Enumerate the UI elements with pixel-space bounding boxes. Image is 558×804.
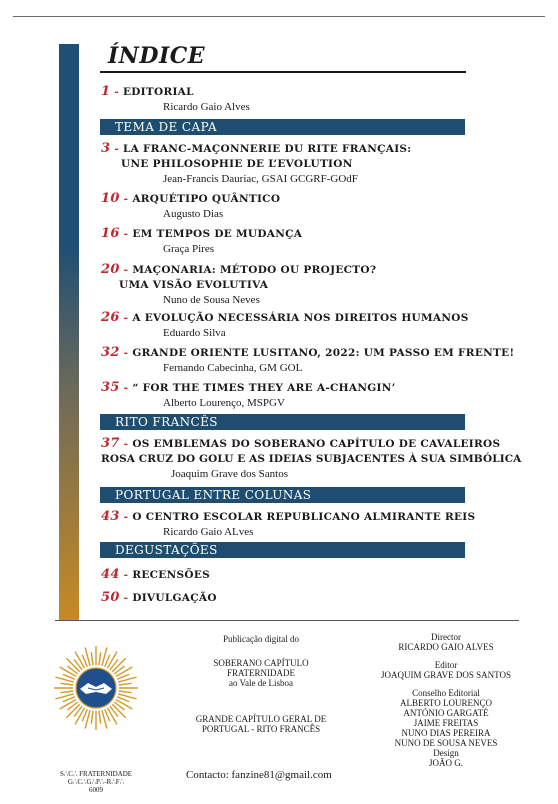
entry-title: EM TEMPOS DE MUDANÇA bbox=[132, 228, 303, 240]
sunburst-ray bbox=[60, 691, 73, 693]
section-label: RITO FRANCÊS bbox=[115, 415, 218, 429]
page-number: 10 bbox=[101, 191, 120, 206]
entry-title: ARQUÉTIPO QUÂNTICO bbox=[132, 193, 281, 205]
logo-caption: S∴C∴ FRATERNIDADE G∴C∴G∴P∴-R∴F∴ 6009 bbox=[59, 770, 133, 794]
sunburst-ray bbox=[60, 667, 76, 677]
sunburst-ray bbox=[60, 683, 73, 685]
toc-entry-page-43[interactable]: 43 - O CENTRO ESCOLAR REPUBLICANO ALMIRANTE REIS Ricardo Gaio ALves bbox=[101, 509, 476, 538]
top-rule bbox=[13, 16, 545, 17]
entry-title: “ FOR THE TIMES THEY ARE A-CHANGIN’ bbox=[132, 382, 396, 394]
toc-entry-editorial[interactable]: 1 - EDITORIAL Ricardo Gaio Alves bbox=[101, 84, 473, 114]
entry-author: Jean-Francis Dauriac, GSAI GCGRF-GOdF bbox=[163, 173, 358, 185]
director-label: Director bbox=[431, 632, 461, 642]
section-label: PORTUGAL ENTRE COLUNAS bbox=[115, 488, 312, 502]
section-band-tema-de-capa bbox=[100, 119, 465, 135]
credits-block: Director RICARDO GAIO ALVES Editor JOAQUIM GRAVE DOS SANTOS Conselho Editorial ALBERTO LOURENÇO ANTÓNIO GARGATÉ JAIME FREITAS NUNO DIAS PEREIRA NUNO DE SOUSA NEVES Design JOÃO G. bbox=[366, 632, 526, 768]
entry-author: Ricardo Gaio ALves bbox=[163, 526, 254, 538]
toc-entry-page-26[interactable]: 26 - A EVOLUÇÃO NECESSÁRIA NOS DIREITOS HUMANOS Eduardo Silva bbox=[101, 310, 473, 340]
entry-title: RECENSÕES bbox=[132, 569, 211, 581]
design-name: JOÃO G. bbox=[428, 758, 463, 768]
page-number: 44 bbox=[101, 567, 120, 582]
sunburst-ray bbox=[119, 691, 132, 693]
toc-entry-page-20[interactable]: 20 - MAÇONARIA: MÉTODO OU PROJECTO? UMA VISÃO EVOLUTIVA Nuno de Sousa Neves bbox=[101, 262, 473, 307]
entry-author: Augusto Dias bbox=[163, 208, 224, 220]
entry-title: OS EMBLEMAS DO SOBERANO CAPÍTULO DE CAVALEIROS bbox=[132, 438, 501, 450]
toc-entry-page-10[interactable]: 10 - ARQUÉTIPO QUÂNTICO Augusto Dias bbox=[101, 191, 473, 221]
side-color-bar bbox=[59, 44, 79, 620]
title-underline bbox=[100, 71, 466, 73]
entry-title-line-2: UNE PHILOSOPHIE DE L’EVOLUTION bbox=[121, 158, 353, 170]
entry-author: Eduardo Silva bbox=[163, 327, 226, 339]
sunburst-ray bbox=[108, 708, 118, 724]
entry-title-line-2: ROSA CRUZ DO GOLU E AS IDEIAS SUBJACENTES À SUA SIMBÓLICA bbox=[101, 453, 522, 465]
entry-title-line-2: UMA VISÃO EVOLUTIVA bbox=[119, 279, 269, 291]
entry-author: Graça Pires bbox=[163, 243, 215, 255]
entry-title: MAÇONARIA: MÉTODO OU PROJECTO? bbox=[132, 264, 377, 276]
entry-title: DIVULGAÇÃO bbox=[132, 592, 217, 604]
sunburst-ray bbox=[60, 700, 76, 710]
entry-title: LA FRANC-MAÇONNERIE DU RITE FRANÇAIS: bbox=[122, 143, 412, 155]
toc-entry-page-44[interactable]: 44 - RECENSÕES bbox=[101, 567, 211, 582]
section-band-rito-frances bbox=[100, 414, 465, 430]
entry-author: Ricardo Gaio Alves bbox=[163, 101, 250, 113]
section-label: TEMA DE CAPA bbox=[115, 120, 218, 134]
handshake-sunburst-icon bbox=[52, 636, 140, 754]
contact-email-link[interactable]: Contacto: fanzine81@gmail.com bbox=[186, 769, 332, 781]
page-number: 3 bbox=[101, 141, 111, 156]
sunburst-ray bbox=[108, 652, 118, 668]
toc-entry-page-32[interactable]: 32 - GRANDE ORIENTE LUSITANO, 2022: UM PASSO EM FRENTE! Fernando Cabecinha, GM GOL bbox=[101, 345, 515, 374]
section-label: DEGUSTAÇÕES bbox=[115, 543, 218, 557]
page-number: 16 bbox=[101, 226, 120, 241]
section-band-degustacoes bbox=[100, 542, 465, 558]
entry-title: O CENTRO ESCOLAR REPUBLICANO ALMIRANTE REIS bbox=[132, 511, 476, 523]
editor-label: Editor bbox=[434, 660, 458, 670]
entry-title: GRANDE ORIENTE LUSITANO, 2022: UM PASSO EM FRENTE! bbox=[132, 347, 515, 359]
toc-entry-page-35[interactable]: 35 - “ FOR THE TIMES THEY ARE A-CHANGIN’ Alberto Lourenço, MSPGV bbox=[101, 380, 473, 410]
entry-title: A EVOLUÇÃO NECESSÁRIA NOS DIREITOS HUMANOS bbox=[132, 312, 469, 324]
sunburst-ray bbox=[75, 708, 85, 724]
page-number: 37 bbox=[101, 436, 120, 451]
entry-title: EDITORIAL bbox=[122, 86, 194, 98]
publication-label: Publicação digital do bbox=[223, 634, 299, 644]
board-label: Conselho Editorial bbox=[412, 688, 480, 698]
footer-rule bbox=[55, 620, 519, 621]
entry-author: Joaquim Grave dos Santos bbox=[171, 468, 289, 480]
toc-entry-page-16[interactable]: 16 - EM TEMPOS DE MUDANÇA Graça Pires bbox=[101, 226, 473, 256]
page-number: 20 bbox=[101, 262, 120, 277]
sunburst-ray bbox=[99, 711, 101, 724]
sunburst-ray bbox=[119, 683, 132, 685]
design-label: Design bbox=[433, 748, 459, 758]
page-number: 43 bbox=[101, 509, 120, 524]
toc-entry-page-37[interactable]: 37 - OS EMBLEMAS DO SOBERANO CAPÍTULO DE CAVALEIROS ROSA CRUZ DO GOLU E AS IDEIAS SUBJACENTES À SUA SIMBÓLICA Joaquim Grave dos Santos bbox=[101, 436, 522, 480]
page-number: 35 bbox=[101, 380, 120, 395]
entry-author: Fernando Cabecinha, GM GOL bbox=[163, 362, 303, 374]
sunburst-ray bbox=[116, 700, 132, 710]
entry-author: Alberto Lourenço, MSPGV bbox=[163, 397, 285, 409]
page-number: 26 bbox=[101, 310, 120, 325]
editor-name: JOAQUIM GRAVE DOS SANTOS bbox=[381, 670, 511, 680]
sunburst-ray bbox=[91, 711, 93, 724]
page-number: 50 bbox=[101, 590, 120, 605]
toc-entry-page-3[interactable]: 3 - LA FRANC-MAÇONNERIE DU RITE FRANÇAIS: UNE PHILOSOPHIE DE L’EVOLUTION Jean-Francis Dauriac, GSAI GCGRF-GOdF bbox=[101, 141, 473, 186]
sunburst-ray bbox=[75, 652, 85, 668]
index-title: ÍNDICE bbox=[108, 43, 206, 69]
entry-author: Nuno de Sousa Neves bbox=[163, 294, 260, 306]
section-band-portugal-entre-colunas bbox=[100, 487, 465, 503]
page-number: 32 bbox=[101, 345, 120, 360]
sunburst-ray bbox=[91, 652, 93, 665]
publication-block: Publicação digital do SOBERANO CAPÍTULO FRATERNIDADE ao Vale de Lisboa GRANDE CAPÍTULO GERAL DE PORTUGAL - RITO FRANCÊS bbox=[186, 634, 336, 734]
sunburst-ray bbox=[99, 652, 101, 665]
director-name: RICARDO GAIO ALVES bbox=[398, 642, 494, 652]
toc-entry-page-50[interactable]: 50 - DIVULGAÇÃO bbox=[101, 590, 217, 605]
page-number: 1 bbox=[101, 84, 111, 99]
sunburst-ray bbox=[116, 667, 132, 677]
